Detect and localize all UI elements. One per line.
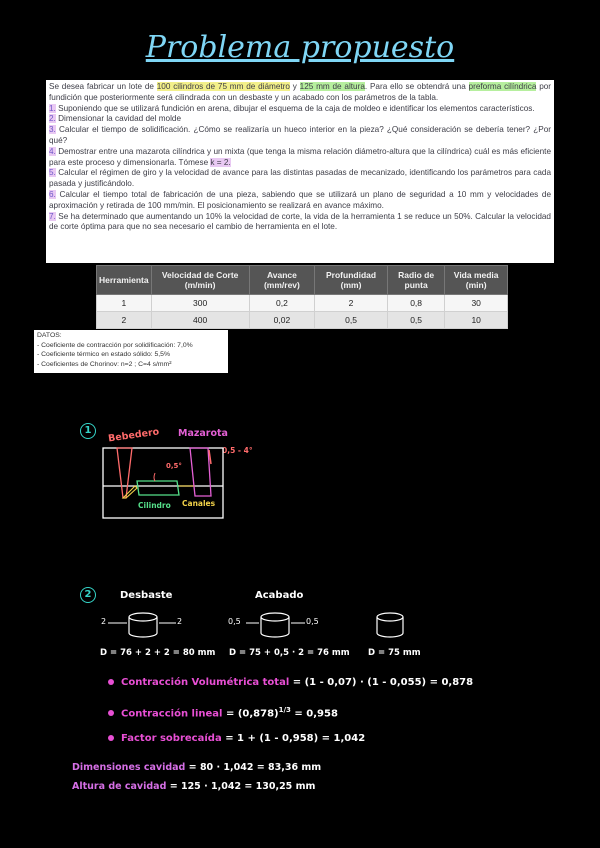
- section-number-1: 1: [80, 423, 96, 439]
- table-row: [97, 312, 508, 329]
- highlight-cylinders: 100 cilindros de 75 mm de diámetro: [156, 82, 290, 91]
- question-7: 7. Se ha determinado que aumentando un 10% la velocidad de corte, la vida de la herramienta 1 se reduce un 50%. Calcular la velocidad de corte óptima para que no sea necesario el cambio de herramienta en el lote.: [49, 211, 551, 232]
- dim-acabado-left: 0,5: [228, 617, 241, 626]
- eq-acabado: D = 75 + 0,5 · 2 = 76 mm: [229, 648, 350, 658]
- table-header: Radio de punta: [387, 266, 444, 295]
- table-cell: 2: [97, 312, 152, 329]
- channel-left: [123, 486, 137, 498]
- label-canales: Canales: [182, 499, 216, 508]
- table-header: Herramienta: [97, 266, 152, 295]
- question-1: 1. Suponiendo que se utilizará fundición en arena, dibujar el esquema de la caja de moldeo e identificar los elementos característicos.: [49, 103, 535, 113]
- cylinder-final: [377, 613, 403, 637]
- factor-sobrecaida: Factor sobrecaída = 1 + (1 - 0,958) = 1,042: [108, 733, 365, 744]
- table-cell: 300: [151, 295, 249, 312]
- label-mazarota: Mazarota: [178, 428, 228, 439]
- dim-acabado-right: 0,5: [306, 617, 319, 626]
- table-header: Avance (mm/rev): [249, 266, 315, 295]
- table-cell: 400: [151, 312, 249, 329]
- mazarota-shape: [190, 448, 211, 496]
- dim-desbaste-left: 2: [101, 617, 107, 626]
- table-cell: 2: [315, 295, 388, 312]
- table-header: Velocidad de Corte (m/min): [151, 266, 249, 295]
- mold-diagram: [95, 440, 235, 525]
- table-cell: 0,2: [249, 295, 315, 312]
- label-acabado: Acabado: [255, 590, 304, 601]
- question-2: 2. Dimensionar la cavidad del molde: [49, 114, 181, 124]
- altura-cavidad: Altura de cavidad = 125 · 1,042 = 130,25 mm: [72, 781, 316, 792]
- highlight-preforma: preforma cilíndrica: [468, 82, 537, 91]
- question-6: 6. Calcular el tiempo total de fabricación de una pieza, sabiendo que se utilizará un plano de seguridad a 10 mm y velocidades de aproximación y retirada de 100 mm/min. El posicionamiento se realizará en avance máximo.: [49, 189, 551, 210]
- table-cell: 1: [97, 295, 152, 312]
- question-4: 4. Demostrar entre una mazarota cilíndrica y un mixta (que tenga la misma relación diámetro-altura que la cilíndrica) cuál es más eficiente para este proceso y dimensionarla. Tómese k = 2.: [49, 146, 551, 167]
- page-title: Problema propuesto: [145, 30, 455, 65]
- cylinder-desbaste: [108, 613, 176, 637]
- highlight-height: 125 mm de altura: [299, 82, 365, 91]
- cylinder-acabado: [246, 613, 305, 637]
- dimensiones-cavidad: Dimensiones cavidad = 80 · 1,042 = 83,36 mm: [72, 762, 322, 773]
- eq-desbaste: D = 76 + 2 + 2 = 80 mm: [100, 648, 216, 658]
- table-cell: 30: [445, 295, 508, 312]
- label-bebedero: Bebedero: [107, 426, 160, 445]
- table-header-row: [97, 266, 508, 295]
- table-cell: 0,02: [249, 312, 315, 329]
- bullet-icon: [108, 679, 114, 685]
- bullet-icon: [108, 735, 114, 741]
- parameters-table: [96, 265, 508, 329]
- question-3: 3. Calcular el tiempo de solidificación. ¿Cómo se realizaría un hueco interior en la pieza? ¿Qué consideración se debería tener? ¿Por qué?: [49, 125, 551, 145]
- dim-desbaste-right: 2: [177, 617, 183, 626]
- cylinders-sketch: [100, 605, 420, 645]
- contraccion-volumetrica: Contracción Volumétrica total = (1 - 0,07) · (1 - 0,055) = 0,878: [108, 677, 473, 688]
- contraccion-lineal: Contracción lineal = $(0,878)^{1/3} = 0,958$: [108, 706, 338, 719]
- table-header: Profundidad (mm): [315, 266, 388, 295]
- section-number-2: 2: [80, 587, 96, 603]
- angle-arc: [154, 473, 155, 481]
- label-cilindro: Cilindro: [138, 501, 171, 510]
- table-cell: 10: [445, 312, 508, 329]
- table-cell: 0,5: [315, 312, 388, 329]
- bullet-icon: [108, 710, 114, 716]
- table-header: Vida media (min): [445, 266, 508, 295]
- cylinder-cavity: [137, 481, 179, 495]
- label-angle-cyl: 0,5°: [166, 462, 182, 470]
- eq-final: D = 75 mm: [368, 648, 421, 658]
- label-desbaste: Desbaste: [120, 590, 173, 601]
- datos-box: DATOS: - Coeficiente de contracción por solidificación: 7,0% - Coeficiente térmico en estado sólido: 5,5% - Coeficientes de Chorinov: n=2 ; C=4 s/mm²: [34, 330, 228, 373]
- question-5: 5. Calcular el régimen de giro y la velocidad de avance para las distintas pasadas de mecanizado, identificando los parámetros para cada pasada y justificándolo.: [49, 168, 551, 189]
- label-angle-top: 0,5 - 4°: [222, 446, 253, 455]
- problem-statement: Se desea fabricar un lote de 100 cilindros de 75 mm de diámetro y 125 mm de altura. Para ello se obtendrá una preforma cilíndrica por fundición que posteriormente será cilindrada con un desbaste y un acabado con los parámetros de la tabla. 1. Suponiendo que se utilizará fundición en arena, dibujar el esquema de la caja de moldeo e identificar los elementos característicos. 2. Dimensionar la cavidad del molde 3. Calcular el tiempo de solidificación. ¿Cómo se realizaría un hueco interior en la pieza? ¿Qué consideración se debería tener? ¿Por qué? 4. Demostrar entre una mazarota cilíndrica y un mixta (que tenga la misma relación diámetro-altura que la cilíndrica) cuál es más eficiente para este proceso y dimensionarla. Tómese k = 2. 5. Calcular el régimen de giro y la velocidad de avance para las distintas pasadas de mecanizado, identificando los parámetros para cada pasada y justificándolo. 6. Calcular el tiempo total de fabricación de una pieza, sabiendo que se utilizará un plano de seguridad a 10 mm y velocidades de aproximación y retirada de 100 mm/min. El posicionamiento se realizará en avance máximo. 7. Se ha determinado que aumentando un 10% la velocidad de corte, la vida de la herramienta 1 se reduce un 50%. Calcular la velocidad de corte óptima para que no sea necesario el cambio de herramienta en el lote.: [46, 80, 554, 263]
- table-row: [97, 295, 508, 312]
- table-cell: 0,8: [387, 295, 444, 312]
- table-cell: 0,5: [387, 312, 444, 329]
